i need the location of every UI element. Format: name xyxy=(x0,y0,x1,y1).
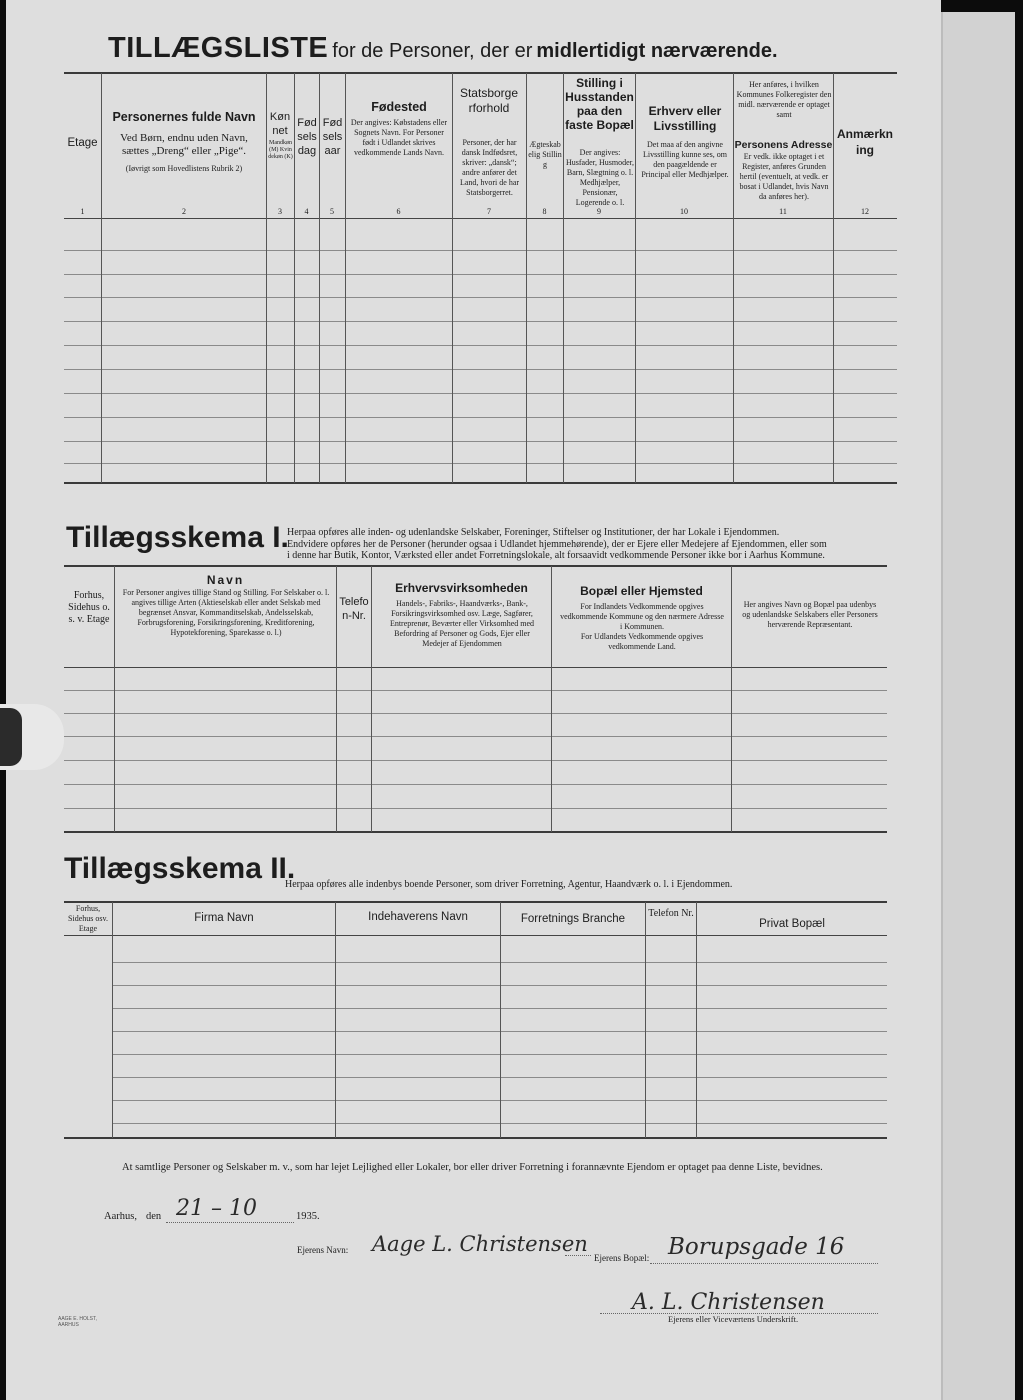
page-title xyxy=(108,32,778,65)
col-3-num: 3 xyxy=(278,207,282,216)
col-navn-head: Personernes fulde Navn xyxy=(112,110,256,124)
signature-label: Ejerens eller Viceværtens Underskrift. xyxy=(668,1314,799,1324)
col-8-num: 8 xyxy=(542,207,547,216)
owner-residence-handwritten: Borupsgade 16 xyxy=(668,1234,845,1260)
skema2-title: Tillægsskema II. xyxy=(64,852,296,885)
col-konnet-head: Kønnet xyxy=(269,111,291,137)
skema2-col-privat-bopael: Privat Bopæl xyxy=(759,918,825,930)
skema1-intro xyxy=(287,527,897,562)
skema1-intro-line2: Endvidere opføres her de Personer (herunder ogsaa i Udlandet hjemmehørende), der er Ejere eller Medejere af Ejendommen, eller som xyxy=(287,538,827,550)
skema2-col-firma: Firma Navn xyxy=(194,912,254,924)
col-adresse-head: Personens Adresse xyxy=(734,139,833,151)
residence-line xyxy=(650,1262,878,1264)
skema1-intro-line1: Herpaa opføres alle inden- og udenlandske Selskaber, Foreninger, Stiftelser og Institutioner, der har Lokale i Ejendommen. xyxy=(287,527,780,538)
col-fodested-desc: Der angives: Købstadens eller Sognets Navn. For Personer født i Udlandet skrives vedkommende Lands Navn. xyxy=(350,118,448,157)
skema1-col-erhverv-head: Erhvervsvirksomheden xyxy=(395,581,528,595)
skema2-col-indehaver: Indehaverens Navn xyxy=(368,911,468,923)
skema1-col-bopael-head: Bopæl eller Hjemsted xyxy=(580,584,703,598)
col-5-num: 5 xyxy=(330,207,334,216)
skema1-col-navn-head: Navn xyxy=(206,573,245,587)
col-9-num: 9 xyxy=(597,207,601,216)
skema1-col-navn-desc: For Personer angives tillige Stand og Stilling. For Selskaber o. l. angives tillige Arten (Aktieselskab eller andet Selskab med begrænset Ansvar, Kommanditselskab, Andelsselskab, Forbrugsforening, Forsikringsforening, Kreditforening, Hypotekforening, Sparekasse o. l.) xyxy=(122,588,330,637)
col-4-num: 4 xyxy=(304,207,309,216)
col-stilling-desc: Der angives: Husfader, Husmoder, Barn, Slægtning o. l. Medhjælper, Pensionær, Logerende o. l. xyxy=(566,148,635,207)
col-10-num: 10 xyxy=(680,207,688,216)
col-aegteskab-head: Ægteskabelig Stilling xyxy=(528,140,562,169)
col-anmaerkning-head: Anmærkning xyxy=(836,127,893,157)
title-main: TILLÆGSLISTE xyxy=(108,32,329,64)
footer-year: 1935. xyxy=(296,1211,320,1222)
col-fodested-head: Fødested xyxy=(371,100,427,114)
col-fodselsaar-head: Fødselsaar xyxy=(322,117,343,157)
printer-imprint: AAGE E. HOLST, AARHUS xyxy=(58,1316,97,1328)
owner-name-handwritten: Aage L. Christensen xyxy=(372,1232,588,1256)
col-2-num: 2 xyxy=(182,207,186,216)
col-navn-note: (Iøvrigt som Hovedlistens Rubrik 2) xyxy=(125,164,243,173)
skema1-col-etage: Forhus, Sidehus o. s. v. Etage xyxy=(68,590,110,625)
skema1-col-erhverv-desc: Handels-, Fabriks-, Haandværks-, Bank-, Forsikringsvirksomhed osv. Læge, Sagfører, Entreprenør, Beværter eller Virksomhed med Befordring af Personer og Gods, Ejer eller Medejer af Ejendommen xyxy=(389,599,535,648)
clip-shadow xyxy=(0,708,22,766)
signature-handwritten: A. L. Christensen xyxy=(632,1290,825,1315)
col-konnet-desc: Mandkøn (M) Kvindekøn (K) xyxy=(268,140,293,160)
skema1-col-bopael-desc2: For Udlandets Vedkommende opgives vedkommende Land. xyxy=(580,632,704,651)
col-stilling-head: Stilling i Husstanden paa den faste Bopæl xyxy=(565,76,634,132)
footer-den: den xyxy=(146,1211,162,1222)
footer-statement: At samtlige Personer og Selskaber m. v., som har lejet Lejlighed eller Lokaler, bor eller driver Forretning i forannævnte Ejendom er optaget paa denne Liste, bevidnes. xyxy=(122,1162,823,1173)
skema2-col-branche: Forretnings Branche xyxy=(520,913,626,925)
owner-name-label: Ejerens Navn: xyxy=(297,1245,349,1255)
skema2-intro: Herpaa opføres alle indenbys boende Personer, som driver Forretning, Agentur, Haandværk o. l. i Ejendommen. xyxy=(285,879,733,890)
col-etage-head: Etage xyxy=(67,137,98,149)
col-adresse-desc: Er vedk. ikke optaget i et Register, anføres Grunden hertil (eventuelt, at vedk. er bosat i Udlandet, hvis Navn da anføres her). xyxy=(739,152,829,201)
col-statsborger-head: Statsborgerforhold xyxy=(459,86,519,115)
skema1-col-bopael-desc1: For Indlandets Vedkommende opgives vedkommende Kommune og den nærmere Adresse i Kommunen. xyxy=(560,602,724,631)
col-erhverv-desc: Det maa af den angivne Livsstilling kunne ses, om den paagældende er Principal eller Medhjælper. xyxy=(641,140,729,179)
adjacent-page xyxy=(941,12,1015,1400)
col-fodselsdag-head: Fødselsdag xyxy=(297,117,317,157)
skema1-col-repraesentant: Her angives Navn og Bopæl paa udenbys og udenlandske Selskabers eller Personers herværende Repræsentant. xyxy=(742,600,878,629)
skema2-col-etage: Forhus, Sidehus osv. Etage xyxy=(68,904,108,933)
skema1-col-telefon: Telefon-Nr. xyxy=(339,596,369,622)
title-rest-1: for de Personer, der er xyxy=(332,40,533,62)
owner-residence-label: Ejerens Bopæl: xyxy=(594,1253,650,1263)
date-line xyxy=(166,1221,294,1223)
skema2-col-telefon: Telefon Nr. xyxy=(648,908,694,919)
col-erhverv-head: Erhverv eller Livsstilling xyxy=(648,104,722,133)
col-1-num: 1 xyxy=(80,207,85,216)
col-statsborger-desc: Personer, der har dansk Indfødsret, skriver: „dansk“; andre anfører det Land, hvori de har Statsborgerret. xyxy=(459,138,520,197)
col-navn-desc: Ved Børn, endnu uden Navn, sættes „Dreng“ eller „Pige“. xyxy=(120,132,248,157)
title-rest-2: midlertidigt nærværende. xyxy=(536,40,778,62)
skema1-title: Tillægsskema I. xyxy=(66,521,289,554)
date-handwritten: 21 – 10 xyxy=(176,1196,257,1221)
col-11-num: 11 xyxy=(779,207,787,216)
col-7-num: 7 xyxy=(487,207,491,216)
footer-place: Aarhus, xyxy=(104,1211,137,1222)
skema1-intro-line3: i denne har Butik, Kontor, Værksted eller andet Forretningslokale, alt forsaavidt vedkommende Personer ikke bor i Aarhus Kommune. xyxy=(287,550,825,561)
col-adresse-pre: Her anføres, i hvilken Kommunes Folkeregister den midl. nærværende er optaget samt xyxy=(736,80,832,119)
col-6-num: 6 xyxy=(396,207,401,216)
col-12-num: 12 xyxy=(861,207,869,216)
